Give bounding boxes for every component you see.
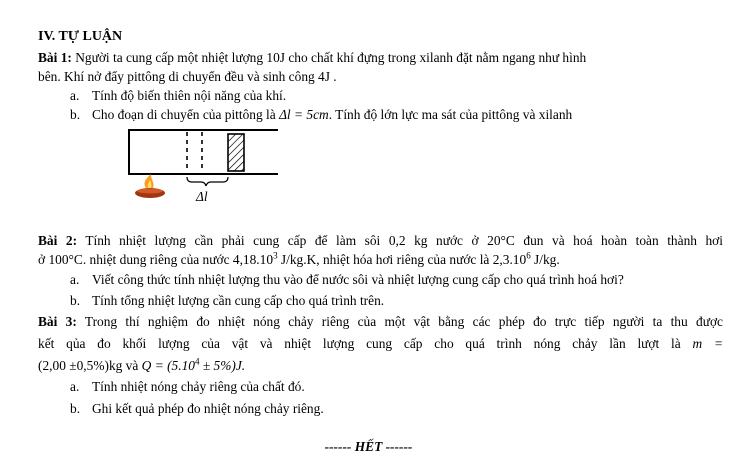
problem-3-a-marker: a. [70,379,80,394]
problem-3-b-marker: b. [70,401,81,416]
problem-2-a-text: Viết công thức tính nhiệt lượng thu vào để nước sôi và nhiệt lượng cung cấp cho quá trình hoá hơi? [92,272,624,287]
problem-3-b-text: Ghi kết quả phép đo nhiệt nóng chảy riêng. [92,401,324,416]
problem-2-line-2: ở 100°C. nhiệt dung riêng của nước 4,18.10$^3$ J/kg.K, nhiệt hóa hơi riêng của nước là 2,3.10$^6$ J/kg. [38,250,560,267]
displacement-brace [187,177,228,186]
figure-delta-l-label: Δl [196,189,208,204]
problem-2-b-marker: b. [70,293,81,308]
problem-2-label: Bài 2: [38,233,78,248]
piston [228,134,244,171]
problem-1-b-marker: b. [70,107,81,122]
problem-1-b-text: Cho đoạn di chuyển của pittông là Δl = 5cm. Tính độ lớn lực ma sát của pittông và xilanh [92,107,573,122]
problem-1-a-text: Tính độ biến thiên nội năng của khí. [92,88,287,103]
section-title: IV. TỰ LUẬN [38,29,123,44]
problem-1-line-2: bên. Khí nở đẩy pittông di chuyển đều và sinh công 4J . [38,69,337,84]
problem-2-line-1: Bài 2: Tính nhiệt lượng cần phải cung cấp để làm sôi 0,2 kg nước ở 20°C đun và hoá hoàn toàn thành hơi [38,233,723,248]
problem-1-line-1: Bài 1: Người ta cung cấp một nhiệt lượng 10J cho chất khí đựng trong xilanh đặt nằm ngang như hình [38,50,587,65]
problem-3-line-3: (2,00 ±0,5%)kg và $Q = (5.10^4 \pm 5\%)J$. [38,356,246,373]
problem-3-label: Bài 3: [38,314,77,329]
problem-3-line-2: kết qủa đo khối lượng của vật và nhiệt lượng cung cấp cho quá trình nóng chảy lần lượt là m = [38,336,724,351]
problem-2-a-marker: a. [70,272,80,287]
problem-2-b-text: Tính tổng nhiệt lượng cần cung cấp cho quá trình trên. [92,293,385,308]
problem-3-line-1: Bài 3: Trong thí nghiệm đo nhiệt nóng chảy riêng của một vật bằng các phép đo trực tiếp người ta thu được [38,314,723,329]
problem-3-a-text: Tính nhiệt nóng chảy riêng của chất đó. [92,379,305,394]
problem-1-label: Bài 1: [38,50,72,65]
problem-1-a-marker: a. [70,88,80,103]
end-marker: ------ HẾT ------ [324,439,413,454]
